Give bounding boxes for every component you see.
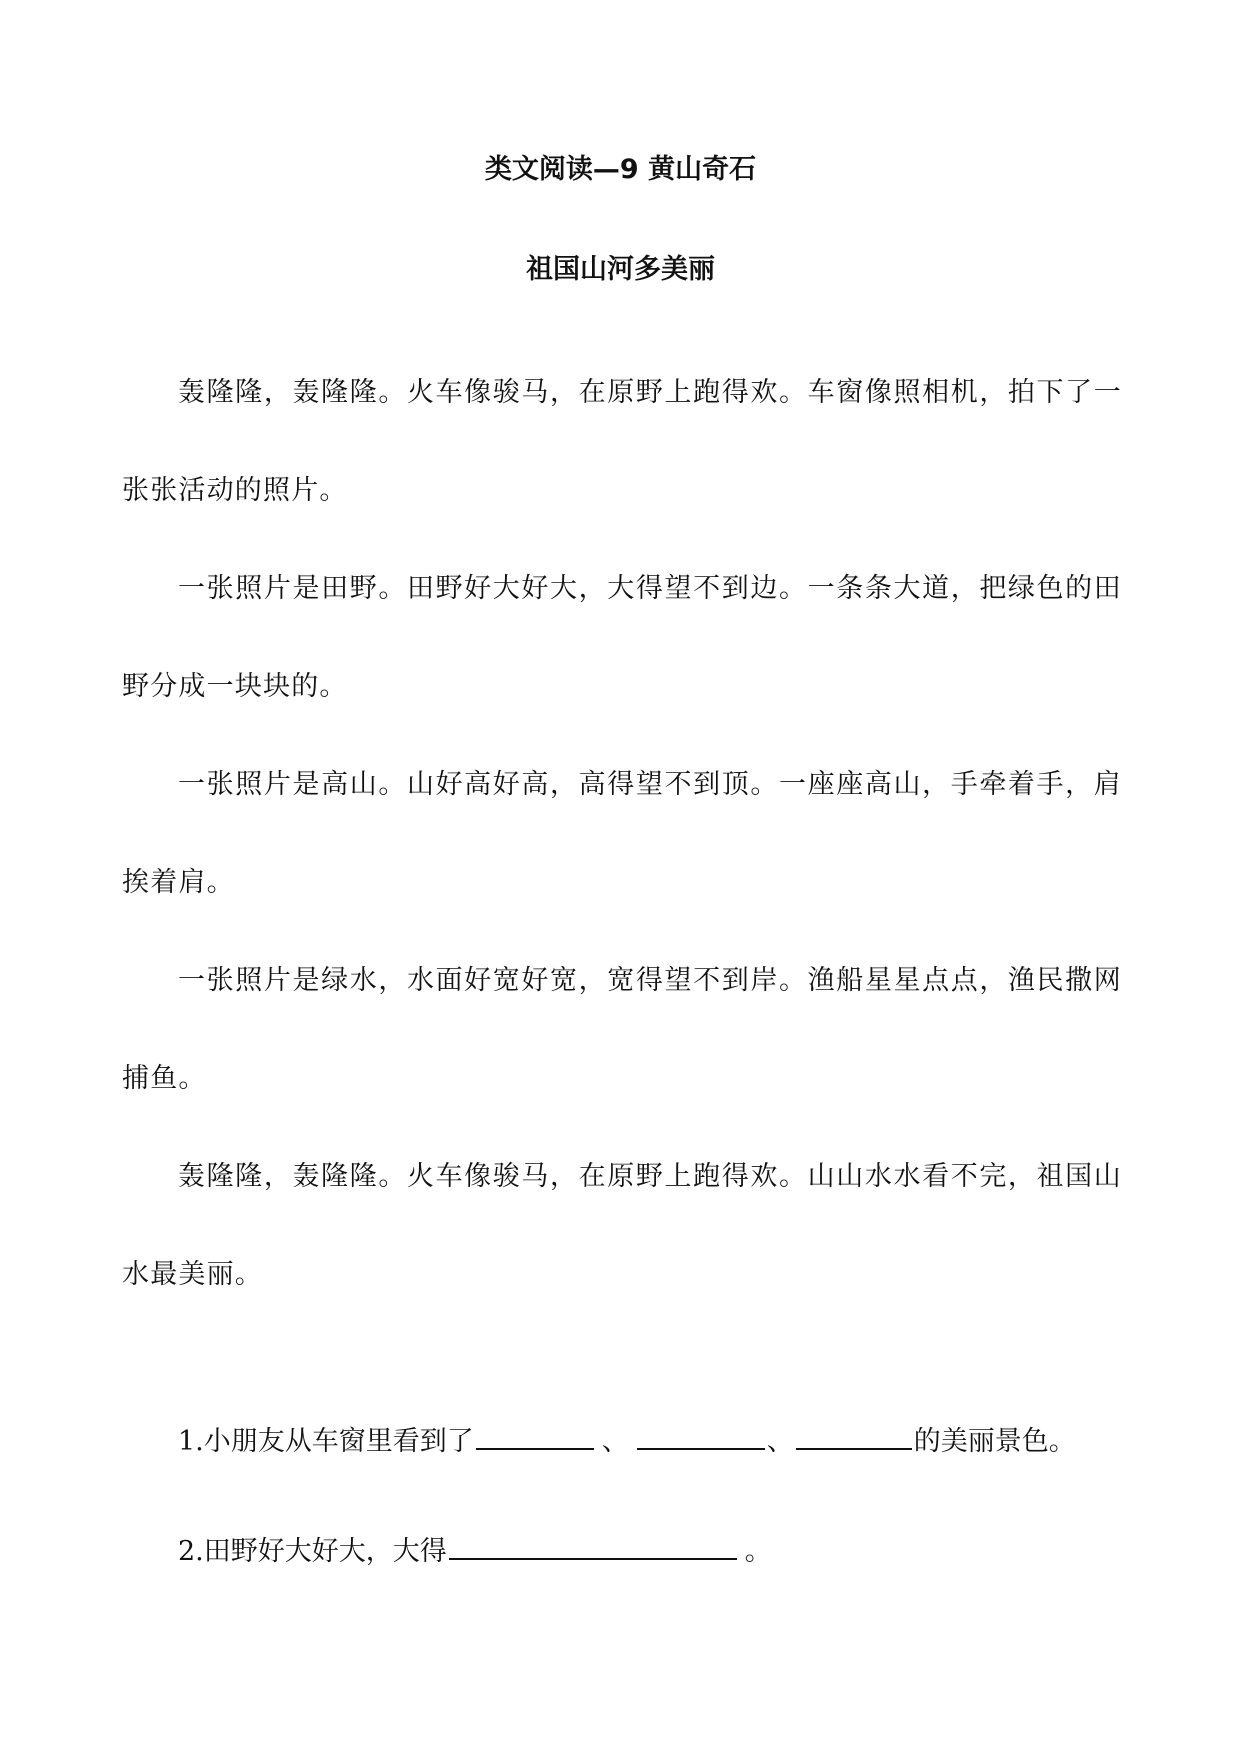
passage-body <box>122 344 1122 1324</box>
answer-blank-1[interactable] <box>476 1420 594 1450</box>
passage-title: 祖国山河多美丽 <box>526 254 715 285</box>
answer-blank-2[interactable] <box>637 1420 765 1450</box>
passage-paragraph: 一张照片是田野。田野好大好大，大得望不到边。一条条大道，把绿色的田野分成一块块的。 <box>122 573 1122 702</box>
passage-paragraph: 轰隆隆，轰隆隆。火车像骏马，在原野上跑得欢。山山水水看不完，祖国山水最美丽。 <box>122 1161 1122 1290</box>
passage-paragraph: 一张照片是高山。山好高好高，高得望不到顶。一座座高山，手牵着手，肩挨着肩。 <box>122 769 1122 898</box>
question-1 <box>178 1420 1076 1462</box>
answer-blank-3[interactable] <box>796 1420 912 1450</box>
question-1-text: 1.小朋友从车窗里看到了 <box>178 1426 474 1457</box>
question-2-text: 2.田野好大好大，大得 <box>178 1536 447 1567</box>
answer-blank-4[interactable] <box>449 1530 737 1560</box>
passage-paragraph: 一张照片是绿水，水面好宽好宽，宽得望不到岸。渔船星星点点，渔民撒网捕鱼。 <box>122 965 1122 1094</box>
question-2 <box>178 1530 778 1572</box>
separator: 、 <box>601 1426 629 1457</box>
question-1-suffix: 的美丽景色。 <box>913 1426 1076 1457</box>
passage-paragraph: 轰隆隆，轰隆隆。火车像骏马，在原野上跑得欢。车窗像照相机，拍下了一张张活动的照片。 <box>122 377 1122 506</box>
question-2-suffix: 。 <box>744 1536 772 1567</box>
separator: 、 <box>766 1426 794 1457</box>
worksheet-title: 类文阅读—9 黄山奇石 <box>484 154 757 185</box>
